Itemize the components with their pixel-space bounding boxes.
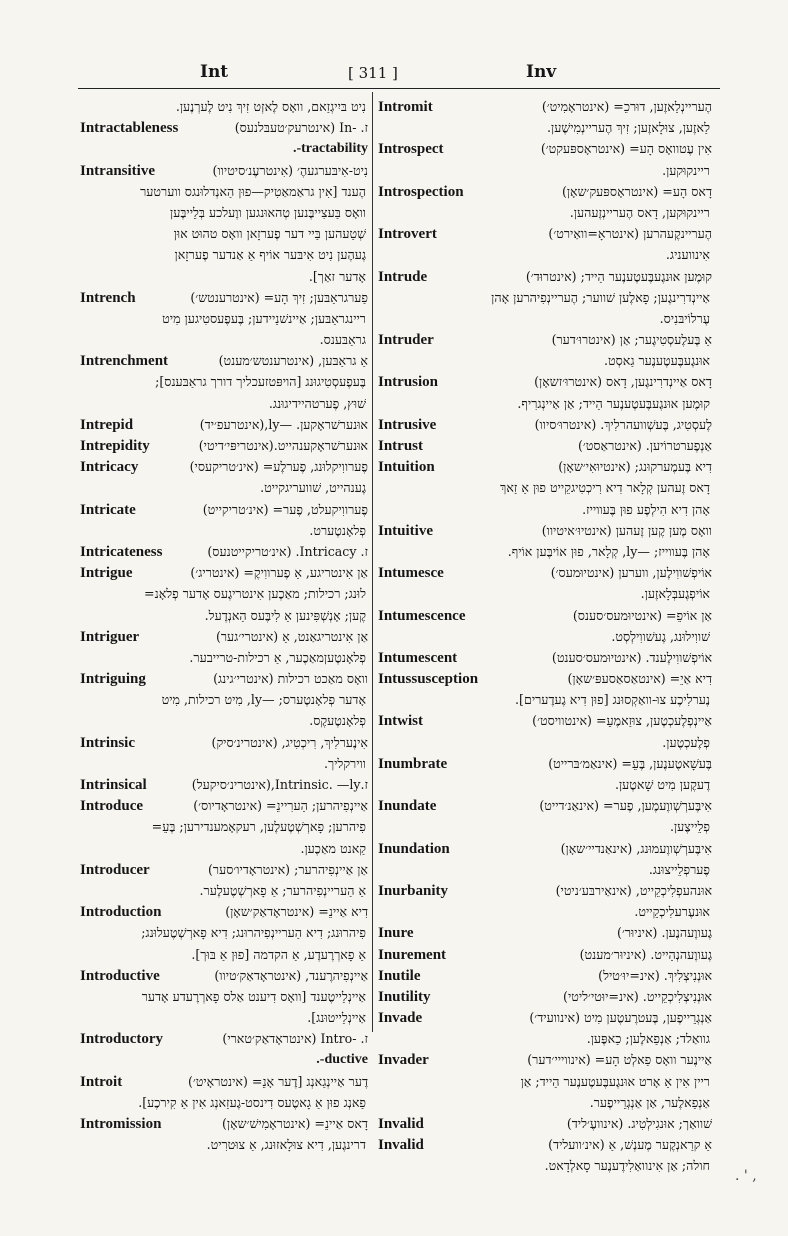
entry-definition: פֶערווִיקעלט, פֶער= (אינ׳טריקייט)	[202, 501, 368, 517]
definition-continuation: פְלאָנטֶעןמאַכֶער, אַ רכילות-טרייבער.	[189, 649, 366, 665]
entry-headword: Intrinsic	[80, 734, 136, 751]
entry-headword: Introspection	[378, 183, 464, 200]
dictionary-entry	[80, 350, 368, 371]
entry-definition: דִיא בֶּעמֶערקוּנג; (אינטיוּאִי׳שאָן)	[558, 459, 712, 475]
definition-continuation: אוּנגֶעבֶּעטֶענֶער גַאסְט.	[604, 353, 710, 369]
definition-continuation: בֶּעפֶעסְטִיגוּנג [הויפּטזעכליך דורך גראַבּענס];	[155, 374, 366, 390]
definition-continuation: אוּנעֶרעלִיכְקֵייט.	[634, 904, 710, 920]
dictionary-entry	[378, 1134, 712, 1155]
dictionary-entry	[378, 1113, 712, 1134]
definition-continuation: אַיינְלַייטוּנג].	[307, 1010, 366, 1026]
dictionary-entry	[80, 626, 368, 647]
entry-headword: Intrinsical	[80, 777, 147, 793]
definition-continuation: פְלאָנטֶעקֶס.	[309, 713, 366, 729]
definition-continuation: אַיינְלַייטֶענד [וואָס דִיענט אַלס פָארְרֶעדע אָדער	[141, 988, 366, 1004]
dictionary-entry	[378, 371, 712, 392]
entry-definition: גֶעווֶעהנֶען. (איניוּר׳)	[617, 925, 712, 941]
definition-continuation: פֶערפְלֵייצוּנג.	[648, 861, 710, 877]
entry-definition: אַיינְפְלֶעכְטֶען, צוּזַאמֶעֵ= (אינטוויסט׳)	[532, 713, 712, 729]
left-column	[80, 96, 368, 1153]
entry-definition: קוּמֶען אוּנגֶעבֶּעטֶענֶער הַייד; (אינטרוּד׳)	[525, 268, 712, 284]
dictionary-entry	[80, 859, 368, 880]
page-number: [ 311 ]	[348, 64, 398, 82]
page-marks: . ' ,	[735, 1168, 757, 1184]
entry-definition: לֶעסְטִיג, בֶּעשְׁוועהרלִיךְ. (אינטרוּ׳סיוו)	[534, 416, 712, 432]
entry-definition: אַיינְפִיהרען; הַערִיינֵ= (אינטראָדיוס׳)	[193, 798, 368, 814]
definition-continuation: ריינקוּקען, דָאס הֶעריינְזֶעהען.	[569, 204, 710, 220]
definition-continuation: עֶרלוֹיבּנִיס.	[659, 310, 710, 326]
dictionary-entry	[80, 1071, 368, 1092]
definition-continuation: אָהן בֶּעווייז; —ly, קְלָאר, פוּן אוֹיבֶּען אוֹיף.	[507, 543, 710, 559]
entry-headword: Intuition	[378, 459, 435, 476]
entry-definition: אוּנהעפְלִיכְקֵייט, (אינאַירבּע׳ניטי)	[555, 882, 712, 898]
dictionary-entry	[378, 562, 712, 583]
definition-continuation: פִיהרען; פָארְשְׁטֶעלֶען, רעקאָמענדירען; בֶּעֵ=	[151, 819, 366, 835]
entry-headword: Intumescent	[378, 649, 458, 666]
definition-continuation: גראַבּענס.	[319, 332, 366, 348]
dictionary-entry	[378, 96, 712, 117]
entry-headword: Intrusive	[378, 416, 437, 433]
page-header	[0, 62, 788, 88]
dictionary-entry	[378, 668, 712, 689]
entry-definition: פֶערווִיקלוּנג, פֶערלֶע= (אינ׳טריקעסי)	[189, 459, 368, 475]
dictionary-entry	[378, 1007, 712, 1028]
entry-definition: גֶעווֶעהנְהַייט. (איניוּר׳מענט)	[579, 946, 712, 962]
dictionary-entry	[80, 1028, 368, 1049]
entry-definition: אַן אִינטריגע, אַ פֶערווִיקֶ= (אינטריג׳)	[190, 565, 368, 581]
dictionary-entry	[378, 647, 712, 668]
entry-definition: אַן אוֹיפֵ= (אינטיוּמעס׳סענס)	[572, 607, 712, 623]
dictionary-entry	[378, 838, 712, 859]
entry-headword: Intrigue	[80, 565, 133, 582]
right-guide-word: Inv	[526, 62, 557, 82]
definition-continuation: לוּנג; רכילות; מאַכֶען אִינטריגֶעס אָדער פְלאָנ=	[144, 586, 366, 602]
definition-continuation: אַ הַעריינְפִיהרער; אַ פָארְשְׁטֶעלֶער.	[199, 882, 366, 898]
entry-definition: אַיינְפִיהרֶענד, (אינטראָדאַק׳טיוו)	[214, 967, 368, 983]
entry-headword: Inurement	[378, 946, 447, 963]
entry-definition: ז. -Intro (אינטראָדאַק׳טארי)	[222, 1031, 368, 1047]
dictionary-entry	[378, 266, 712, 287]
dictionary-entry	[80, 1113, 368, 1134]
entry-definition: הֶעריינקֶעהרען (אינטראָ=וואַירט׳)	[548, 226, 712, 242]
definition-continuation: אָדער זאַך].	[308, 268, 366, 284]
dictionary-entry	[378, 880, 712, 901]
dictionary-entry	[378, 710, 712, 731]
definition-continuation: אָדער פְלאָנטֶערס; —ly, מִיט רכילות, מִיט	[161, 692, 366, 708]
entry-headword: Intrust	[378, 438, 424, 454]
dictionary-entry	[80, 774, 368, 795]
entry-definition: אַ בֶּעלֶעסְטִיגֶער; אַן (אינטרוּ׳דער)	[551, 332, 712, 348]
entry-headword: Inundation	[378, 840, 450, 857]
dictionary-entry	[378, 1049, 712, 1070]
definition-continuation: פְלֶעכְטֶען.	[662, 734, 710, 750]
entry-headword: Intrenchment	[80, 353, 169, 370]
dictionary-entry	[80, 117, 368, 138]
entry-headword: Intuitive	[378, 522, 434, 539]
entry-headword: Intromission	[80, 1116, 162, 1132]
entry-headword: Inutility	[378, 988, 431, 1005]
entry-headword: Intrusion	[378, 374, 439, 391]
entry-definition: פַערגראַבּען; זִיךְ הָע= (אינטרענטש׳)	[190, 289, 368, 305]
dictionary-entry	[378, 414, 712, 435]
dictionary-entry	[80, 732, 368, 753]
entry-definition: דִיא אַיֵ= (אינטאַסאַסעפּ׳שאָן)	[567, 671, 712, 687]
dictionary-entry	[80, 965, 368, 986]
entry-headword: Invade	[378, 1010, 423, 1027]
right-column	[378, 96, 712, 1174]
dictionary-entry	[80, 562, 368, 583]
definition-continuation: אוֹיפְגֶעבְּלָאזֶען.	[640, 586, 710, 602]
entry-definition: אִין עֶטוואָס הָע= (אינטראָספּעקט׳)	[540, 141, 712, 157]
entry-definition: אוּנְנִיצְלִיךְ. (אינ=יוּ׳טיל)	[598, 967, 712, 983]
definition-continuation: שׁווִילוּנג, גֶעשׁווִילְסְט.	[611, 628, 710, 644]
dictionary-entry	[378, 922, 712, 943]
dictionary-entry	[80, 435, 368, 456]
dictionary-entry	[378, 456, 712, 477]
entry-headword: Introspect	[378, 141, 444, 158]
left-guide-word: Int	[200, 62, 229, 82]
entry-definition: אוֹיפְשׁווִילֶענד. (אינטיוּמעס׳סענט)	[551, 649, 712, 665]
entry-headword: Intrepidity	[80, 438, 150, 454]
dictionary-entry	[80, 668, 368, 689]
definition-continuation: אָהן דִיא הִילְפֶע פוּן בֶּעווייז.	[582, 501, 710, 517]
entry-definition: אַנְגְרֵייפֶען, בֶּעטרֶעטֶען מִיט (אינוועיד׳)	[529, 1010, 712, 1026]
dictionary-entry	[378, 181, 712, 202]
entry-headword: Intricate	[80, 501, 136, 518]
definition-continuation: אַ פָארְרֶעדֶע, אַ הקדמה [פוּן אַ בּוּך].	[191, 946, 366, 962]
definition-continuation: גֶעהֶען נִיט אִיבּער אוֹיף אַ אַנדער פֶערזָאן	[174, 247, 366, 263]
entry-headword: Introduce	[80, 798, 144, 815]
definition-continuation: וואָס בַּעצִייבֶּנען טְהאוּנגען ווֶעלכע בְּלֵייבֶּען	[169, 204, 366, 220]
dictionary-entry	[378, 435, 712, 456]
entry-definition: ז.Intrinsic. —ly,(אינטרינ׳סיקעל)	[191, 777, 368, 792]
entry-definition: דִיא אַיינֵ= (אינטראָדאַק׳שאָן)	[225, 904, 368, 920]
entry-definition: ז. Intricacy. (אינ׳טריקייטנעס)	[207, 543, 368, 559]
definition-continuation: חולה; אַן אִינוואַלִידֶענֶער סָאלְדָאט.	[544, 1158, 710, 1174]
entry-headword: Inundate	[378, 798, 437, 815]
entry-headword: Introit	[80, 1073, 123, 1090]
dictionary-entry	[80, 499, 368, 520]
dictionary-entry	[378, 138, 712, 159]
definition-continuation: שְׁטַעהען בַּיי דער פֶערזָאן וואָס טהוּט אוּן	[173, 226, 366, 242]
definition-continuation: פְלאָנטֶערט.	[309, 522, 366, 538]
entry-headword: Introvert	[378, 226, 437, 243]
entry-headword: Introducer	[80, 861, 150, 878]
entry-headword: Inutile	[378, 967, 421, 984]
entry-definition: וואָס מֶען קֶען זֶעהען (אינטיוּ׳איטיוו)	[541, 522, 712, 538]
definition-continuation: נֶערלִיכֶע צוּ-וואַקְסוּנג [פוּן דִיא גֶעדֶערים].	[515, 692, 710, 708]
definition-continuation: גוואַלד; אַנְפַאלֶען; כַאפֶּען.	[586, 1031, 710, 1047]
entry-definition: אוּנערשׁראָקען. —ly,(אינטרעפ׳יד)	[199, 416, 368, 432]
entry-headword: Intriguer	[80, 628, 140, 645]
definition-continuation: דֶעקֶען מִיט שָׁאטֶען.	[614, 777, 710, 792]
definition-continuation: הֶענד [אִין גראַמאַטִיק—פוּן הַאנְדלוּנגס ווערטער	[140, 183, 366, 199]
entry-headword: Invalid	[378, 1116, 424, 1132]
entry-headword: Intricateness	[80, 543, 163, 560]
entry-headword: Inurbanity	[378, 882, 449, 899]
definition-continuation: גֶענהייט, שׁוועריגקייט.	[260, 480, 366, 496]
entry-headword: Intransitive	[80, 162, 155, 179]
definition-continuation: אַיינְדרִינגֶען; פָאלֶען שׁווער; הֶעריינְפִיהרען אָהן	[491, 289, 710, 305]
entry-headword: Intumescence	[378, 607, 466, 624]
definition-continuation: פְלֵייצֶען.	[669, 819, 710, 835]
dictionary-entry	[80, 541, 368, 562]
definition-continuation: קַאנט מאַכֶען.	[300, 840, 366, 856]
entry-definition: דָאס הָע= (אינטראָספּעק׳שאָן)	[561, 183, 712, 199]
entry-headword: Introductive	[80, 967, 160, 984]
entry-definition: אַ קרַאנְקֶער מֶענְשׁ, אַ (אינ׳וועליד)	[548, 1137, 712, 1153]
entry-definition: דָאס אַיינְדרִינגֶען, דָאס (אינטרוּ׳זשאָן)	[534, 374, 712, 390]
dictionary-entry	[378, 329, 712, 350]
entry-headword: Intrepid	[80, 416, 134, 433]
dictionary-entry	[80, 160, 368, 181]
entry-definition: אוּנְנִיצְלִיכְקֵייט. (אינ=יוּטי׳ליטי)	[563, 988, 712, 1004]
definition-continuation: אַנְפַאלֶער, אַן אַנְגְרֵייפֶער.	[589, 1094, 710, 1110]
entry-definition: שׁוואַך; אוּנגִילְטִיג. (אינוועֶ׳ליד)	[566, 1116, 712, 1131]
definition-continuation: קוּמֶען אוּנגֶעבֶּעטֶענֶער הַייד; אַן אַיינְגרִיף.	[517, 395, 710, 411]
dictionary-entry	[378, 605, 712, 626]
definition-continuation: ריין אִין אַ אָרט אוּנגֶעבֶּעטֶענֶער הַייד; אַן	[520, 1073, 710, 1089]
definition-continuation: דרינגֶען, דִיא צוּלָאזוּנג, אַ צוּטרִיט.	[206, 1137, 366, 1153]
dictionary-entry	[80, 414, 368, 435]
entry-definition: ז. -In (אינטרעק׳טעבּלנעס)	[234, 120, 368, 136]
entry-definition: אַן אַיינְפִיהרער; (אינטראָדיו׳סער)	[207, 861, 368, 877]
dictionary-entry	[80, 456, 368, 477]
entry-headword: Intumesce	[378, 565, 444, 582]
definition-continuation: לַאזֶען, צוּלָאזֶען; זִיךְ הֶעריינְמִישֶׁען.	[547, 120, 710, 136]
entry-headword: Intruder	[378, 332, 434, 349]
entry-definition: וואָס מאַכט רכילות (אינטרי׳גינג)	[213, 671, 368, 687]
definition-continuation: .-ductive	[316, 1052, 368, 1068]
entry-definition: דָאס אַיינֵ= (אינטראָמִישׁ׳שאָן)	[221, 1116, 368, 1131]
entry-headword: Intriguing	[80, 671, 146, 688]
dictionary-entry	[378, 223, 712, 244]
definition-continuation: פִיהרוּנג; דִיא הַעריינְפִיהרוּנג; דִיא פָארְשְׁטֶעלוּנג;	[141, 925, 366, 941]
definition-continuation: נִיט בּיִיגְזַאם, וואָס לֶאזְט זִיךְ נִיט לֶערְנֶען.	[175, 99, 366, 114]
entry-definition: אוֹיפְשׁווִילֶען, ווערען (אינטיוּמעס׳)	[550, 565, 712, 581]
entry-headword: Intrench	[80, 289, 136, 306]
entry-headword: Intricacy	[80, 459, 139, 476]
entry-definition: נִיט-אִיבּערגעהֶ׳ (אִינטרעֶנ׳סיטיוו)	[212, 162, 368, 178]
entry-headword: Intractableness	[80, 120, 179, 137]
definition-continuation: שׁוּץ, פֶערטהיידיגוּנג.	[268, 395, 366, 411]
definition-continuation: ווירקליך.	[323, 755, 366, 771]
entry-headword: Introductory	[80, 1031, 164, 1048]
header-rule	[78, 88, 720, 89]
definition-continuation: ריינגראַבּען; אַיינשׁנַיידען; בֶּעפֶעסטִיגען מִיט	[162, 310, 366, 326]
entry-headword: Introduction	[80, 904, 162, 921]
entry-definition: אַנְפֶערטרוֹיען. (אינטראַסט׳)	[577, 438, 712, 453]
dictionary-entry	[80, 287, 368, 308]
entry-definition: אַ גראַבּען, (אינטרענטש׳מענט)	[218, 353, 368, 369]
dictionary-entry	[378, 753, 712, 774]
entry-definition: בֶּעשָׁאטֶענֶען, בֶּעֵ= (אינאַמ׳בּרייט)	[548, 755, 712, 771]
entry-definition: דֶער אַיינְגַאנְג [דֶער אָנֵ= (אינטראָיט׳)	[187, 1073, 368, 1089]
dictionary-entry	[378, 944, 712, 965]
definition-continuation: .-tractability	[292, 141, 368, 157]
definition-continuation: דָאס זֶעהען קְלָאר דִיא רִיכְטִיגקֵייט פוּן אַ זַאךְ	[500, 480, 710, 496]
dictionary-entry	[378, 965, 712, 986]
entry-headword: Intrude	[378, 268, 428, 285]
definition-continuation: ריינקוּקען.	[662, 162, 710, 178]
entry-definition: הֶעריינְלַאזֶען, דוּרכֵ= (אינטראָמִיט׳)	[541, 99, 712, 114]
entry-headword: Inumbrate	[378, 755, 448, 772]
entry-headword: Intussusception	[378, 671, 479, 688]
entry-headword: Inure	[378, 925, 414, 942]
column-divider	[372, 92, 373, 1032]
dictionary-entry	[80, 901, 368, 922]
entry-headword: Invader	[378, 1052, 429, 1069]
entry-headword: Intwist	[378, 713, 424, 730]
definition-continuation: פַאנְג פוּן אַ גָאטֶעס דִינסט-גֶעזַאנְג אִין אַ קִירכֶע].	[138, 1094, 366, 1110]
definition-continuation: אִינוועניג.	[665, 247, 710, 263]
dictionary-entry	[378, 520, 712, 541]
entry-definition: אוּנערשׁראָקענהייט.(אינטריפּי׳דיטי)	[198, 438, 368, 453]
entry-definition: אַיינֶער וואָס פַאלְט הָע= (אינווייי׳דער)	[527, 1052, 712, 1068]
dictionary-entry	[378, 986, 712, 1007]
dictionary-entry	[80, 795, 368, 816]
entry-headword: Intromit	[378, 99, 433, 115]
definition-continuation: קֶען; אָנְשְׁפִּינען אַ לִיבֶּעס הַאנְדֶעל.	[204, 607, 366, 623]
entry-definition: אַן אִינטריגאַנט, אַ (אינטרי׳גער)	[215, 628, 368, 644]
entry-definition: אִיבֶּערְשְׁווֶעמֶען, פֶער= (אינאַנ׳דייט)	[539, 798, 712, 814]
entry-headword: Invalid	[378, 1137, 424, 1154]
entry-definition: אִינֶערלִיךְ, רִיכְטִיג, (אינטרינ׳סיק)	[211, 734, 368, 750]
dictionary-entry	[378, 795, 712, 816]
entry-definition: אִיבֶּערְשְׁווֶעמוּנג, (אינאַנדיי׳שאָן)	[560, 840, 712, 856]
